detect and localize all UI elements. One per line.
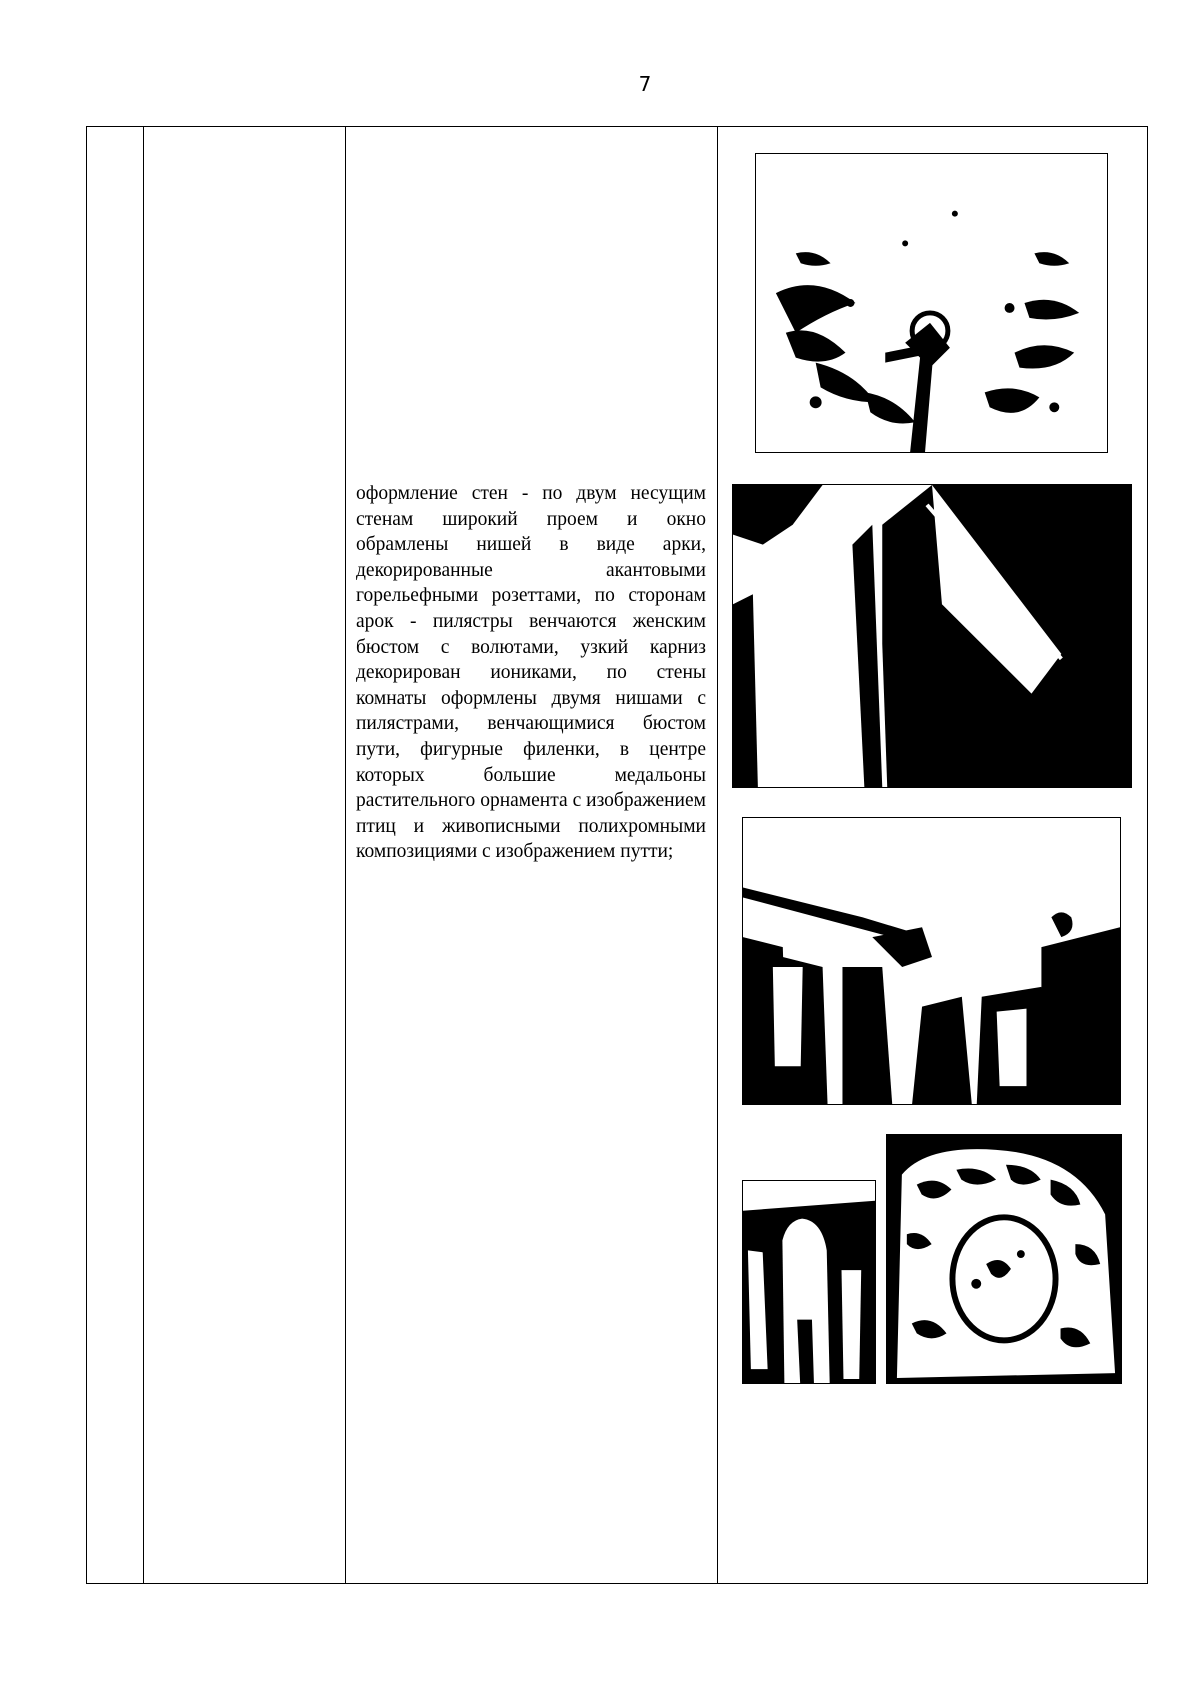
column-divider-1 [143, 127, 144, 1583]
wall-arch-photo [732, 484, 1132, 788]
wall-decoration-description: оформление стен - по двум несущим стенам широкий проем и окно обрамлены нишей в виде арки, декорированные акантовыми горельефными розеттами, по сторонам арок - пилястры венчаются женским бюстом с волютами, узкий карниз декорирован иониками, по стены комнаты оформлены двумя нишами с пилястрами, венчающимися бюстом пути, фигурные филенки, в центре которых большие медальоны растительного орнамента с изображением птиц и живописными полихромными композициями с изображением путти; [356, 483, 706, 863]
niche-pilaster-photo [742, 1180, 876, 1384]
room-interior-photo [742, 817, 1121, 1105]
medallion-ornament-photo [886, 1134, 1122, 1384]
ceiling-rosette-photo [755, 153, 1108, 453]
column-divider-2 [345, 127, 346, 1583]
page-number: 7 [638, 72, 652, 96]
column-divider-3 [717, 127, 718, 1583]
